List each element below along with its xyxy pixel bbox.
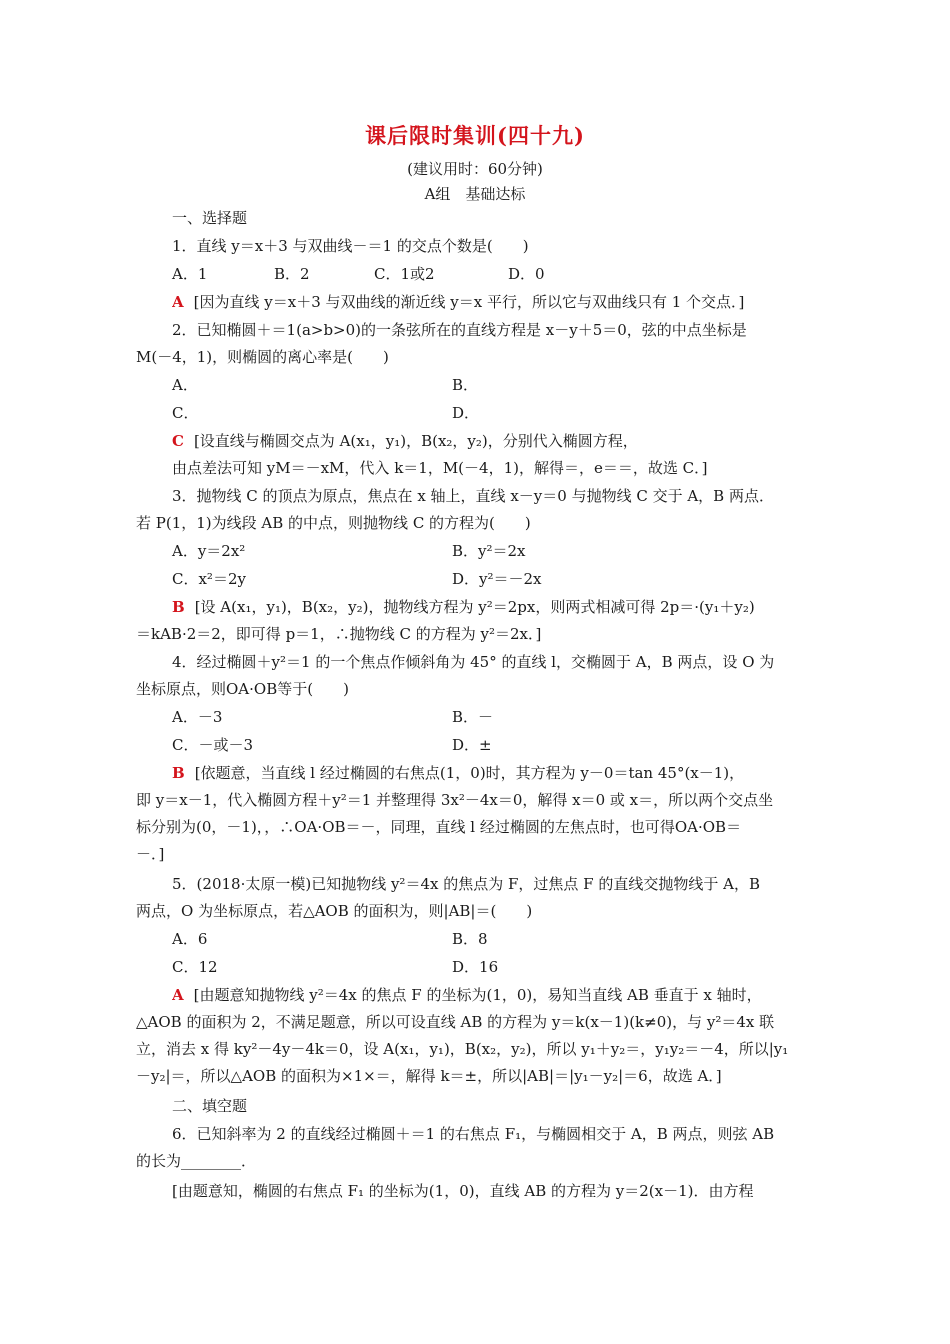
- question-3-option-c: C．x²＝2y: [172, 570, 246, 588]
- answer-explanation: [因为直线 y＝x＋3 与双曲线的渐近线 y＝x 平行，所以它与双曲线只有 1 个交点．]: [193, 293, 745, 311]
- question-2-option-d: D．: [452, 404, 480, 422]
- question-4-option-b: B．－: [452, 708, 494, 726]
- question-5-option-d: D．16: [452, 958, 499, 976]
- answer-explanation: [由题意知抛物线 y²＝4x 的焦点 F 的坐标为(1，0)，易知当直线 AB 垂直于 x 轴时，: [193, 986, 762, 1004]
- question-2-answer-line2: 由点差法可知 yM＝－xM，代入 k＝1，M(－4，1)，解得＝，e＝＝，故选 C．]: [172, 459, 708, 477]
- question-4-answer-line4: －．]: [136, 845, 165, 863]
- question-5-answer: [172, 985, 816, 1005]
- answer-key: A: [172, 293, 184, 311]
- answer-explanation: [设直线与椭圆交点为 A(x₁，y₁)，B(x₂，y₂)，分别代入椭圆方程，: [193, 432, 638, 450]
- question-5-answer-line3: 立，消去 x 得 ky²－4y－4k＝0，设 A(x₁，y₁)，B(x₂，y₂)，所以 y₁＋y₂＝，y₁y₂＝－4，所以|y₁: [136, 1040, 789, 1058]
- question-5-stem-line1: 5．(2018·太原一模)已知抛物线 y²＝4x 的焦点为 F，过焦点 F 的直线交抛物线于 A，B: [172, 875, 760, 893]
- question-5-option-c: C．12: [172, 958, 218, 976]
- section-heading-fill: 二、填空题: [172, 1097, 248, 1115]
- question-4-stem-line2: 坐标原点，则OA·OB等于( ): [136, 680, 349, 698]
- question-3-answer-line2: ＝kAB·2＝2，即可得 p＝1，∴抛物线 C 的方程为 y²＝2x．]: [136, 625, 542, 643]
- question-4-answer: [172, 763, 816, 783]
- answer-key: C: [172, 432, 184, 450]
- answer-key: B: [172, 598, 185, 616]
- question-3-option-b: B．y²＝2x: [452, 542, 526, 560]
- question-2-answer: [172, 431, 816, 451]
- question-1-stem: 1．直线 y＝x＋3 与双曲线－＝1 的交点个数是( ): [172, 237, 529, 255]
- question-3-stem-line2: 若 P(1，1)为线段 AB 的中点，则抛物线 C 的方程为( ): [136, 514, 531, 532]
- section-heading-choice: 一、选择题: [172, 209, 248, 227]
- question-6-answer-line1: [由题意知，椭圆的右焦点 F₁ 的坐标为(1，0)，直线 AB 的方程为 y＝2(x－1)．由方程: [172, 1182, 754, 1200]
- question-2-option-b: B．: [452, 376, 479, 394]
- question-4-answer-line2: 即 y＝x－1，代入椭圆方程＋y²＝1 并整理得 3x²－4x＝0，解得 x＝0 或 x＝，所以两个交点坐: [136, 791, 774, 809]
- question-4-option-a: A．－3: [172, 708, 223, 726]
- question-4-option-d: D．±: [452, 736, 492, 754]
- answer-explanation: [设 A(x₁，y₁)，B(x₂，y₂)，抛物线方程为 y²＝2px，则两式相减可得 2p＝·(y₁＋y₂): [194, 598, 755, 616]
- question-5-stem-line2: 两点，O 为坐标原点，若△AOB 的面积为，则|AB|＝( ): [136, 902, 533, 920]
- question-5-answer-line4: －y₂|＝，所以△AOB 的面积为×1×＝，解得 k＝±，所以|AB|＝|y₁－y₂|＝6，故选 A．]: [136, 1067, 722, 1085]
- question-3-stem-line1: 3．抛物线 C 的顶点为原点，焦点在 x 轴上，直线 x－y＝0 与抛物线 C 交于 A，B 两点．: [172, 487, 774, 505]
- question-1-answer: [172, 292, 816, 312]
- answer-key: A: [172, 986, 184, 1004]
- page-subtitle: (建议用时：60分钟): [407, 160, 543, 178]
- question-1-option-b: B．2: [274, 265, 310, 283]
- question-5-answer-line2: △AOB 的面积为 2，不满足题意，所以可设直线 AB 的方程为 y＝k(x－1)(k≠0)，与 y²＝4x 联: [136, 1013, 775, 1031]
- answer-explanation: [依题意，当直线 l 经过椭圆的右焦点(1，0)时，其方程为 y－0＝tan 45°(x－1)，: [194, 764, 745, 782]
- question-3-option-d: D．y²＝－2x: [452, 570, 542, 588]
- question-4-stem-line1: 4．经过椭圆＋y²＝1 的一个焦点作倾斜角为 45° 的直线 l，交椭圆于 A，B 两点，设 O 为: [172, 653, 775, 671]
- answer-key: B: [172, 764, 185, 782]
- question-3-option-a: A．y＝2x²: [172, 542, 246, 560]
- question-5-option-a: A．6: [172, 930, 208, 948]
- question-1-option-c: C．1或2: [374, 265, 435, 283]
- question-2-stem-line2: M(－4，1)，则椭圆的离心率是( ): [136, 348, 389, 366]
- question-4-option-c: C．－或－3: [172, 736, 254, 754]
- question-5-option-b: B．8: [452, 930, 488, 948]
- question-1-option-a: A．1: [172, 265, 208, 283]
- group-heading: A组 基础达标: [424, 185, 526, 203]
- question-4-answer-line3: 标分别为(0，－1)，，∴OA·OB＝－，同理，直线 l 经过椭圆的左焦点时，也可得OA·OB＝: [136, 818, 742, 836]
- question-2-option-a: A．: [172, 376, 198, 394]
- question-2-stem-line1: 2．已知椭圆＋＝1(a>b>0)的一条弦所在的直线方程是 x－y＋5＝0，弦的中点坐标是: [172, 321, 747, 339]
- question-6-stem-line1: 6．已知斜率为 2 的直线经过椭圆＋＝1 的右焦点 F₁，与椭圆相交于 A，B 两点，则弦 AB: [172, 1125, 775, 1143]
- question-6-stem-line2: 的长为________．: [136, 1152, 257, 1170]
- question-1-option-d: D．0: [508, 265, 545, 283]
- question-2-option-c: C．: [172, 404, 199, 422]
- question-3-answer: [172, 597, 816, 617]
- page-title: 课后限时集训(四十九): [365, 123, 585, 148]
